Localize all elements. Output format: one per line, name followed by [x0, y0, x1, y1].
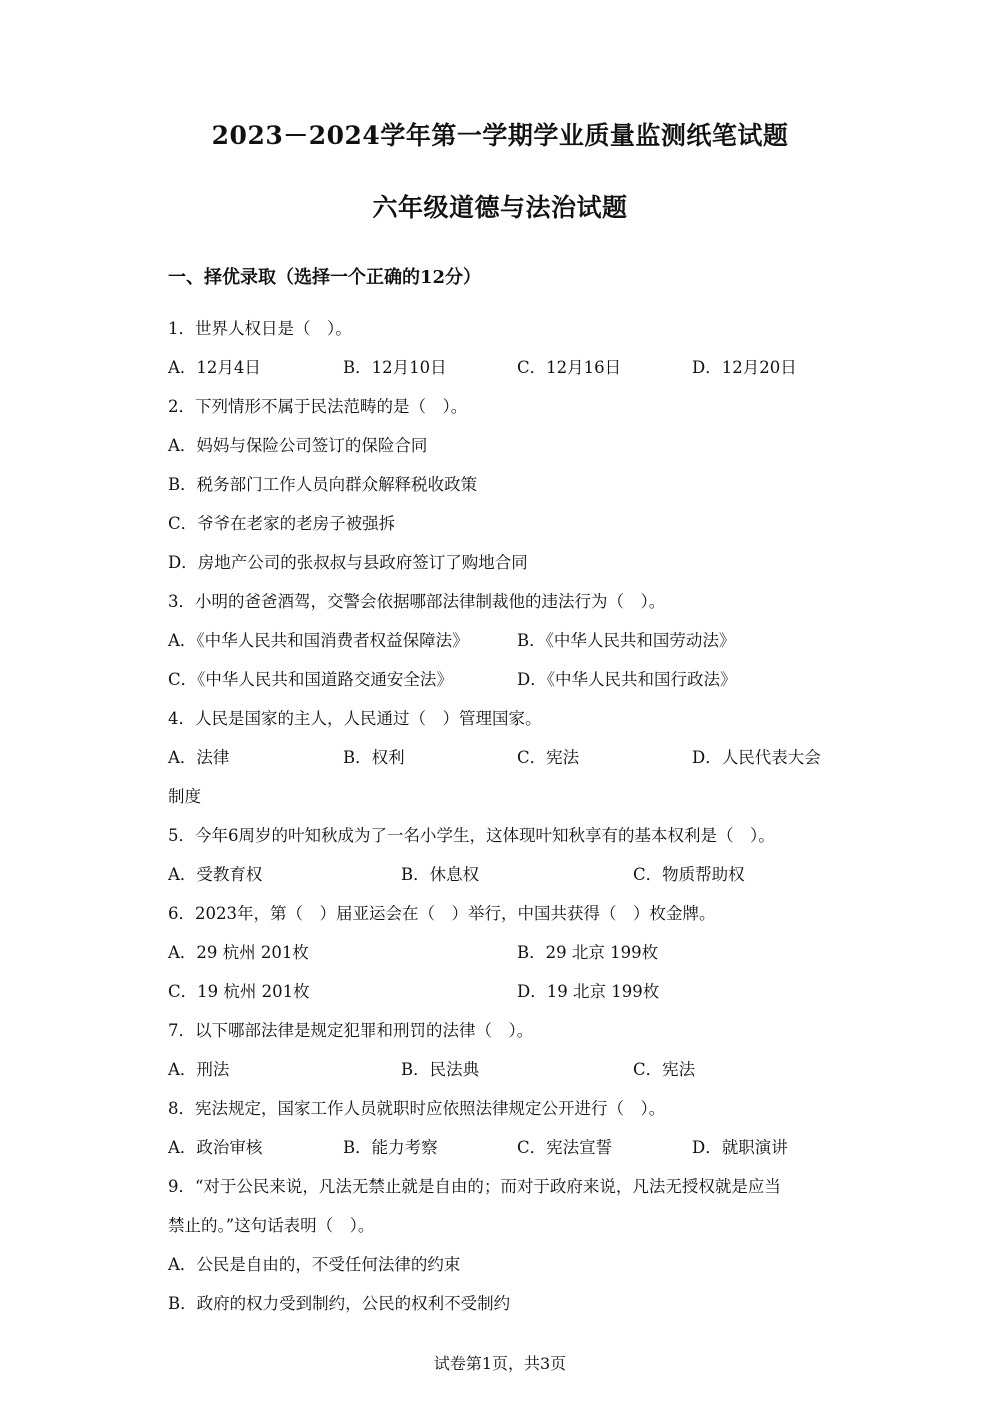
- question-6-stem: 6．2023年，第（ ）届亚运会在（ ）举行，中国共获得（ ）枚金牌。: [168, 904, 716, 923]
- question-9-option-b: B．政府的权力受到制约，公民的权利不受制约: [168, 1294, 511, 1313]
- question-5-stem: 5．今年6周岁的叶知秋成为了一名小学生，这体现叶知秋享有的基本权利是（ ）。: [168, 826, 775, 845]
- question-2-option-b: B．税务部门工作人员向群众解释税收政策: [168, 475, 478, 494]
- question-3-option-a: A．《中华人民共和国消费者权益保障法》: [168, 631, 469, 650]
- question-2-option-d: D．房地产公司的张叔叔与县政府签订了购地合同: [168, 553, 528, 572]
- question-1-option-a: A．12月4日: [168, 358, 261, 377]
- question-6-option-b: B．29 北京 199枚: [517, 943, 659, 962]
- question-2-stem: 2．下列情形不属于民法范畴的是（ ）。: [168, 397, 468, 416]
- question-2-option-a: A．妈妈与保险公司签订的保险合同: [168, 436, 428, 455]
- question-8-option-c: C．宪法宣誓: [517, 1138, 613, 1157]
- question-5-option-c: C．物质帮助权: [633, 865, 745, 884]
- question-4-option-d-continued: 制度: [168, 787, 201, 806]
- question-6-option-c: C．19 杭州 201枚: [168, 982, 310, 1001]
- question-3-option-c: C．《中华人民共和国道路交通安全法》: [168, 670, 453, 689]
- question-1-option-b: B．12月10日: [343, 358, 447, 377]
- section-heading: 一、择优录取（选择一个正确的12分）: [168, 267, 482, 288]
- question-9-stem-line-1: 9．“对于公民来说，凡法无禁止就是自由的；而对于政府来说，凡法无授权就是应当: [168, 1177, 781, 1196]
- question-4-option-d: D．人民代表大会: [692, 748, 821, 767]
- question-1-option-d: D．12月20日: [692, 358, 797, 377]
- question-7-stem: 7．以下哪部法律是规定犯罪和刑罚的法律（ ）。: [168, 1021, 534, 1040]
- question-8-option-d: D．就职演讲: [692, 1138, 788, 1157]
- question-1-option-c: C．12月16日: [517, 358, 622, 377]
- question-7-option-c: C．宪法: [633, 1060, 696, 1079]
- question-8-option-a: A．政治审核: [168, 1138, 263, 1157]
- question-7-option-a: A．刑法: [168, 1060, 230, 1079]
- question-9-stem-line-2: 禁止的。”这句话表明（ ）。: [168, 1216, 375, 1235]
- question-5-option-a: A．受教育权: [168, 865, 263, 884]
- question-7-option-b: B．民法典: [401, 1060, 480, 1079]
- page-footer: 试卷第1页，共3页: [433, 1354, 567, 1373]
- question-3-option-b: B．《中华人民共和国劳动法》: [517, 631, 736, 650]
- question-3-stem: 3．小明的爸爸酒驾，交警会依据哪部法律制裁他的违法行为（ ）。: [168, 592, 666, 611]
- question-8-option-b: B．能力考察: [343, 1138, 438, 1157]
- question-6-option-a: A．29 杭州 201枚: [168, 943, 309, 962]
- exam-title: 2023－2024学年第一学期学业质量监测纸笔试题: [211, 121, 789, 150]
- question-8-stem: 8．宪法规定，国家工作人员就职时应依照法律规定公开进行（ ）。: [168, 1099, 666, 1118]
- question-6-option-d: D．19 北京 199枚: [517, 982, 660, 1001]
- question-9-option-a: A．公民是自由的，不受任何法律的约束: [168, 1255, 461, 1274]
- question-4-stem: 4．人民是国家的主人，人民通过（ ）管理国家。: [168, 709, 542, 728]
- question-4-option-b: B．权利: [343, 748, 405, 767]
- question-4-option-a: A．法律: [168, 748, 230, 767]
- question-5-option-b: B．休息权: [401, 865, 480, 884]
- exam-subtitle: 六年级道德与法治试题: [372, 193, 628, 222]
- question-2-option-c: C．爷爷在老家的老房子被强拆: [168, 514, 396, 533]
- question-1-stem: 1．世界人权日是（ ）。: [168, 319, 352, 338]
- question-3-option-d: D．《中华人民共和国行政法》: [517, 670, 737, 689]
- question-4-option-c: C．宪法: [517, 748, 580, 767]
